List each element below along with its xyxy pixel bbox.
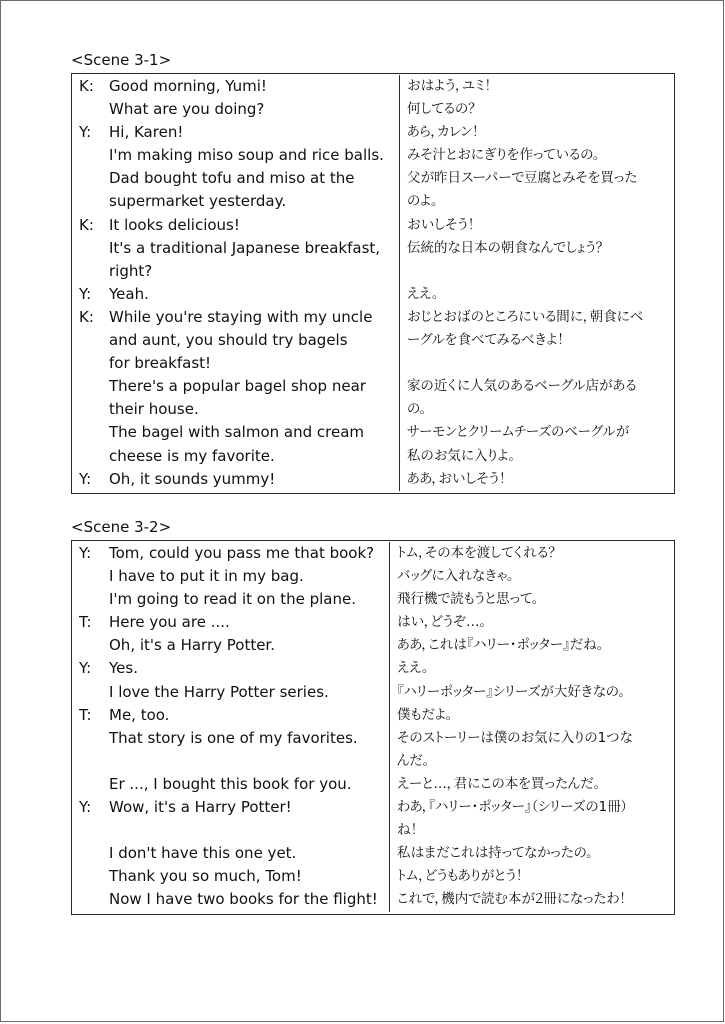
japanese-cell: [390, 704, 674, 727]
japanese-line: ええ。: [397, 660, 429, 677]
dialogue-row: [72, 588, 674, 611]
dialogue-row: [72, 214, 674, 237]
english-line: It's a traditional Japanese breakfast,: [109, 238, 381, 257]
japanese-line: 飛行機で読もうと思って。: [397, 591, 539, 608]
japanese-cell: [400, 237, 674, 283]
english-lines: [109, 121, 399, 144]
japanese-cell: [390, 796, 674, 842]
japanese-line: 父が昨日スーパーで豆腐とみそを買った: [407, 170, 638, 187]
english-cell: [72, 283, 400, 306]
english-line: I have to put it in my bag.: [109, 567, 304, 586]
japanese-cell: [400, 121, 674, 144]
japanese-cell: [390, 611, 674, 634]
dialogue-row: [72, 144, 674, 167]
english-line: Oh, it sounds yummy!: [109, 469, 276, 488]
english-lines: [109, 421, 399, 467]
japanese-cell: [400, 214, 674, 237]
japanese-line: トム，その本を渡してくれる？: [397, 545, 555, 561]
speaker-label: K:: [79, 215, 94, 234]
speaker-label: [79, 681, 109, 704]
japanese-line: のよ。: [407, 193, 438, 210]
english-cell: [72, 306, 400, 375]
english-line: While you're staying with my uncle: [109, 307, 373, 326]
english-cell: [72, 214, 400, 237]
speaker-label: Y:: [79, 469, 92, 488]
scene-heading: <Scene 3-1>: [71, 51, 172, 69]
dialogue-row: [72, 421, 674, 467]
speaker-label: [79, 773, 109, 796]
japanese-line: そのストーリーは僕のお気に入りの1つな: [397, 729, 633, 746]
english-cell: [72, 375, 400, 421]
dialogue-row: [72, 796, 674, 842]
english-lines: [109, 865, 389, 888]
japanese-line: トム，どうもありがとう！: [397, 868, 523, 885]
english-lines: [109, 98, 399, 121]
japanese-cell: [400, 306, 674, 375]
japanese-cell: [400, 144, 674, 167]
english-line: Hi, Karen!: [109, 123, 184, 142]
english-cell: [72, 167, 400, 213]
speaker-label: [79, 144, 109, 167]
english-line: I love the Harry Potter series.: [109, 682, 329, 701]
japanese-cell: [390, 657, 674, 680]
japanese-cell: [390, 542, 674, 565]
english-line: Tom, could you pass me that book?: [109, 544, 375, 562]
speaker-label: Y:: [79, 123, 92, 142]
dialogue-row: [72, 237, 674, 283]
english-cell: [72, 121, 400, 144]
dialogue-row: [72, 634, 674, 657]
english-line: Me, too.: [109, 705, 170, 724]
english-lines: [109, 634, 389, 657]
japanese-line: わあ，『ハリー・ポッター』（シリーズの1冊）: [397, 799, 628, 816]
dialogue-row: [72, 375, 674, 421]
speaker-label: Y:: [79, 284, 92, 303]
japanese-cell: [390, 773, 674, 796]
english-lines: [109, 283, 399, 306]
english-cell: [72, 144, 400, 167]
speaker-label: K:: [79, 77, 94, 95]
english-lines: [109, 727, 389, 773]
english-lines: [109, 796, 389, 842]
english-lines: [109, 214, 399, 237]
english-lines: [109, 167, 399, 213]
english-cell: [72, 634, 390, 657]
english-line: their house.: [109, 400, 199, 419]
japanese-cell: [400, 98, 674, 121]
speaker-label: Y:: [79, 659, 92, 678]
english-line: It looks delicious!: [109, 215, 240, 234]
english-line: Er ..., I bought this book for you.: [109, 774, 352, 793]
english-cell: [72, 842, 390, 865]
english-lines: [109, 542, 389, 565]
japanese-cell: [400, 468, 674, 491]
japanese-cell: [390, 565, 674, 588]
english-cell: [72, 773, 390, 796]
dialogue-row: [72, 167, 674, 213]
speaker-label: T:: [79, 705, 92, 724]
english-line: and aunt, you should try bagels: [109, 331, 348, 350]
english-line: I'm making miso soup and rice balls.: [109, 146, 384, 165]
dialogue-row: [72, 468, 674, 491]
english-lines: [109, 888, 389, 911]
english-line: That story is one of my favorites.: [109, 728, 358, 747]
dialogue-row: [72, 306, 674, 375]
japanese-cell: [400, 283, 674, 306]
english-line: Dad bought tofu and miso at the: [109, 169, 355, 188]
speaker-label: [79, 634, 109, 657]
japanese-line: あら，カレン！: [407, 124, 479, 141]
speaker-label: [79, 727, 109, 750]
japanese-line: ああ，おいしそう！: [407, 470, 506, 487]
english-line: cheese is my favorite.: [109, 446, 275, 465]
dialogue-row: [72, 773, 674, 796]
japanese-line: 私のお気に入りよ。: [407, 447, 516, 464]
dialogue-row: [72, 565, 674, 588]
japanese-line: おじとおばのところにいる間に，朝食にベ: [407, 308, 644, 325]
japanese-line: バッグに入れなきゃ。: [397, 568, 514, 585]
japanese-line: ええ。: [407, 285, 439, 302]
japanese-line: ああ，これは『ハリー・ポッター』だね。: [397, 637, 604, 654]
english-lines: [109, 375, 399, 421]
dialogue-row: [72, 842, 674, 865]
english-line: Here you are ....: [109, 613, 230, 632]
english-line: for breakfast!: [109, 354, 212, 373]
japanese-line: 伝統的な日本の朝食なんでしょう？: [407, 239, 603, 256]
dialogue-table: [71, 73, 675, 494]
english-line: Yes.: [109, 659, 138, 678]
english-line: There's a popular bagel shop near: [109, 377, 366, 396]
dialogue-table: [71, 540, 675, 915]
english-cell: [72, 542, 390, 565]
english-cell: [72, 796, 390, 842]
dialogue-row: [72, 888, 674, 911]
dialogue-row: [72, 542, 674, 565]
dialogue-row: [72, 121, 674, 144]
english-cell: [72, 657, 390, 680]
english-line: supermarket yesterday.: [109, 192, 287, 211]
english-lines: [109, 468, 399, 491]
english-lines: [109, 565, 389, 588]
japanese-cell: [400, 75, 674, 98]
english-cell: [72, 421, 400, 467]
english-cell: [72, 727, 390, 773]
japanese-cell: [390, 865, 674, 888]
english-line: The bagel with salmon and cream: [109, 423, 364, 442]
japanese-line: はい，どうぞ…。: [397, 614, 487, 631]
english-cell: [72, 237, 400, 283]
japanese-line: おいしそう！: [407, 216, 475, 233]
english-lines: [109, 306, 399, 375]
english-line: right?: [109, 261, 153, 280]
dialogue-row: [72, 283, 674, 306]
japanese-line: 僕もだよ。: [397, 706, 453, 723]
japanese-cell: [400, 375, 674, 421]
japanese-cell: [390, 727, 674, 773]
japanese-line: 『ハリーポッター』シリーズが大好きなの。: [397, 683, 626, 700]
japanese-line: えーと…，君にこの本を買ったんだ。: [397, 775, 601, 792]
japanese-cell: [400, 421, 674, 467]
english-lines: [109, 681, 389, 704]
english-line: Now I have two books for the flight!: [109, 890, 378, 909]
speaker-label: [79, 888, 109, 911]
japanese-line: 何してるの？: [407, 101, 475, 118]
japanese-line: の。: [407, 401, 427, 418]
japanese-cell: [390, 888, 674, 911]
english-cell: [72, 588, 390, 611]
english-line: Good morning, Yumi!: [109, 77, 267, 95]
english-cell: [72, 681, 390, 704]
dialogue-row: [72, 681, 674, 704]
dialogue-row: [72, 657, 674, 680]
english-lines: [109, 75, 399, 98]
scene-heading: <Scene 3-2>: [71, 518, 172, 536]
speaker-label: T:: [79, 613, 92, 632]
japanese-cell: [390, 634, 674, 657]
japanese-line: 家の近くに人気のあるベーグル店がある: [407, 378, 637, 395]
english-lines: [109, 657, 389, 680]
english-lines: [109, 588, 389, 611]
english-lines: [109, 704, 389, 727]
english-lines: [109, 237, 399, 283]
japanese-cell: [390, 681, 674, 704]
dialogue-row: [72, 75, 674, 98]
english-cell: [72, 611, 390, 634]
english-lines: [109, 144, 399, 167]
english-line: Yeah.: [109, 284, 149, 303]
english-lines: [109, 611, 389, 634]
dialogue-row: [72, 865, 674, 888]
speaker-label: K:: [79, 307, 94, 326]
japanese-line: 私はまだこれは持ってなかったの。: [397, 845, 594, 862]
speaker-label: [79, 588, 109, 611]
english-line: What are you doing?: [109, 100, 265, 119]
speaker-label: [79, 421, 109, 444]
speaker-label: [79, 375, 109, 398]
japanese-cell: [390, 588, 674, 611]
japanese-line: ね！: [397, 822, 418, 839]
speaker-label: [79, 842, 109, 865]
english-cell: [72, 865, 390, 888]
japanese-line: んだ。: [397, 752, 430, 769]
english-cell: [72, 98, 400, 121]
english-line: Oh, it's a Harry Potter.: [109, 636, 275, 655]
speaker-label: [79, 237, 109, 260]
english-cell: [72, 468, 400, 491]
english-cell: [72, 888, 390, 911]
english-line: Wow, it's a Harry Potter!: [109, 798, 292, 817]
japanese-line: これで，機内で読む本が２冊になったわ！: [397, 891, 627, 908]
japanese-cell: [390, 842, 674, 865]
dialogue-row: [72, 98, 674, 121]
dialogue-row: [72, 611, 674, 634]
japanese-line: ーグルを食べてみるべきよ！: [407, 332, 565, 349]
speaker-label: [79, 565, 109, 588]
japanese-cell: [400, 167, 674, 213]
speaker-label: Y:: [79, 544, 92, 562]
english-cell: [72, 75, 400, 98]
english-cell: [72, 704, 390, 727]
speaker-label: [79, 167, 109, 190]
english-line: Thank you so much, Tom!: [109, 867, 302, 886]
speaker-label: [79, 98, 109, 121]
english-line: I'm going to read it on the plane.: [109, 590, 357, 609]
english-cell: [72, 565, 390, 588]
english-line: I don't have this one yet.: [109, 844, 297, 863]
speaker-label: Y:: [79, 798, 92, 817]
english-lines: [109, 842, 389, 865]
speaker-label: [79, 865, 109, 888]
dialogue-row: [72, 727, 674, 773]
japanese-line: サーモンとクリームチーズのベーグルが: [407, 424, 630, 441]
dialogue-row: [72, 704, 674, 727]
japanese-line: みそ汁とおにぎりを作っているの。: [407, 147, 600, 164]
japanese-line: おはよう，ユミ！: [407, 78, 492, 94]
english-lines: [109, 773, 389, 796]
